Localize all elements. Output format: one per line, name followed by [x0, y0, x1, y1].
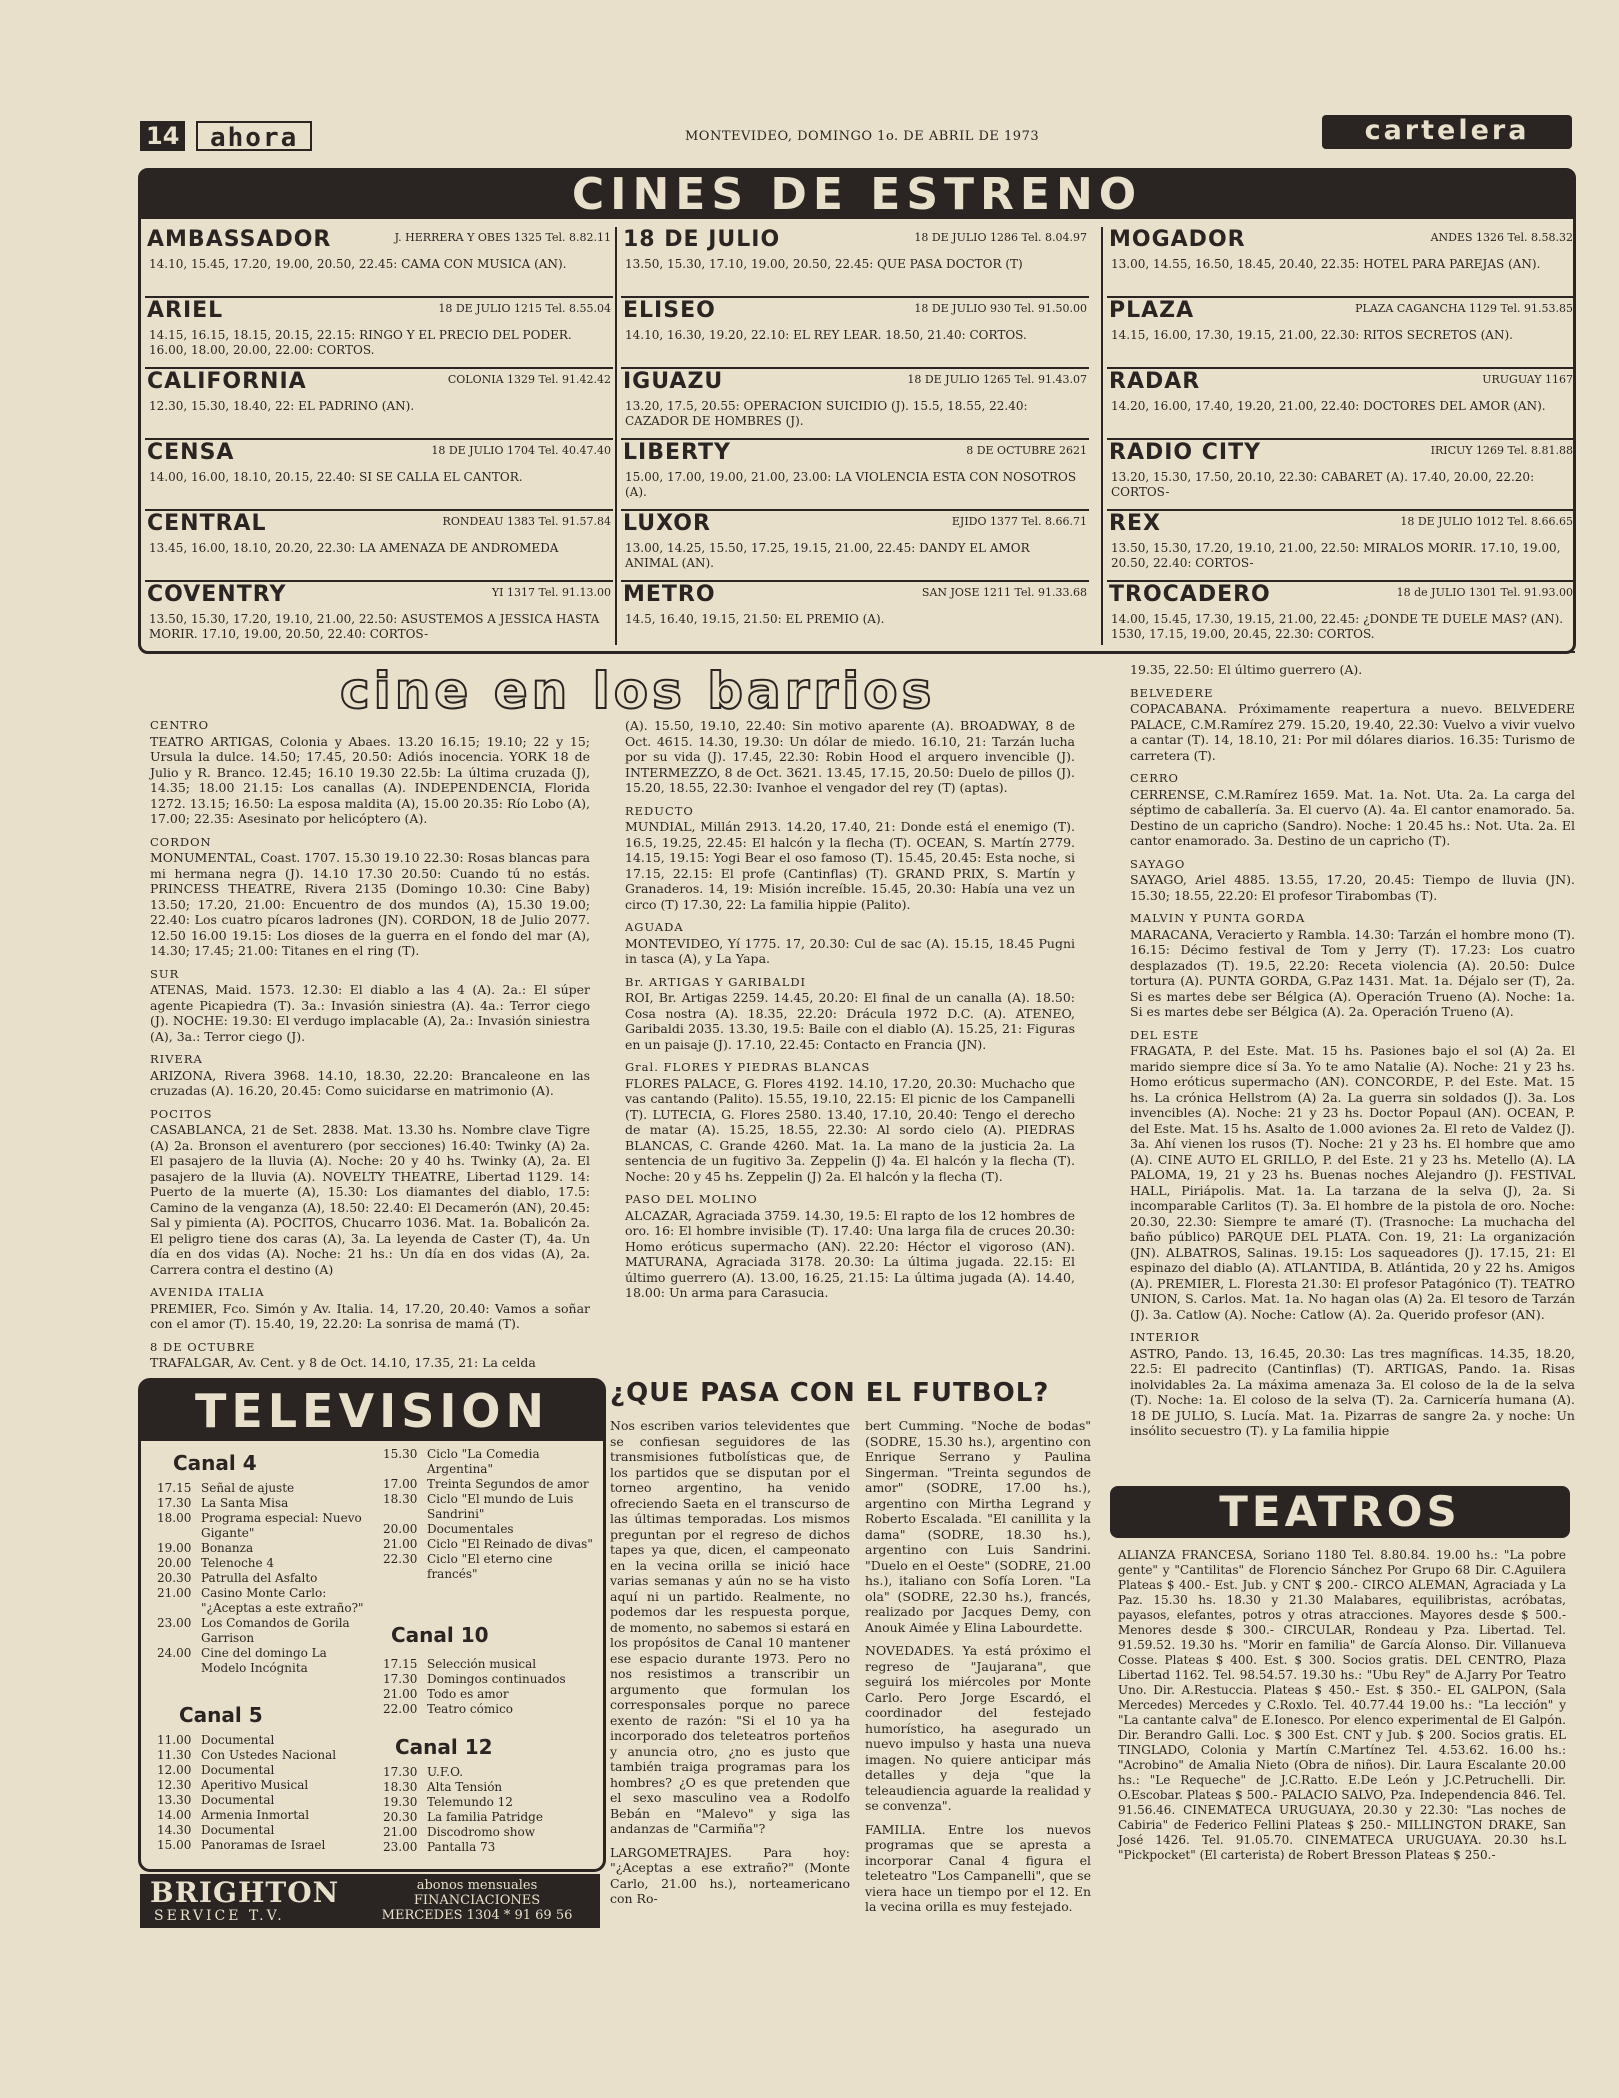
neighborhood-heading: POCITOS	[150, 1106, 213, 1121]
cines-de-estreno-box	[138, 168, 1576, 654]
teatros-text: ALIANZA FRANCESA, Soriano 1180 Tel. 8.80.84. 19.00 hs.: "La pobre gente" y "Cantilitas" de Florencio Sánchez Por Grupo 68 Dir. C.Aguilera Plateas $ 400.- Est. Jub. y CNT $ 200.- CIRCO ALEMAN, Agraciada y La Paz. 15.30 hs. 18.30 y 21.30 Malabares, equilibristas, acróbatas, payasos, elefantes, potros y otras atracciones. Mayores desde $ 500.- Menores desde $ 300.- CIRCULAR, Rondeau y Pza. Libertad. Tel. 91.59.52. 19.30 hs. "Morir en familia" de García Alonso. Dir. Villanueva Cosse. Plateas $ 400. Est. $ 300. Socios gratis. DEL CENTRO, Plaza Libertad 1162. Tel. 98.54.57. 19.30 hs.: "Ubu Rey" de A.Jarry Por Teatro Uno. Dir. A.Restuccia. Plateas $ 450.- Est. $ 350.- EL GALPON, (Sala Mercedes) Mercedes y C.Roxlo. Tel. 40.77.44 19.00 hs.: "La lección" y "La cantante calva" de E.Ionesco. Por elenco experimental de El Galpón. Dir. Berandro Galli. Loc. $ 300 Est. CNT y Jub. $ 200. Socios gratis. EL TINGLADO, Colonia y Martín C.Martínez Tel. 4.53.62. 16.00 hs.: "Acrobino" de Amalia Nieto (Obra de niños). Dir. Laura Escalante 20.00 hs.: "Le Requeche" de J.C.Ratto. E.De León y J.C.Petruchelli. Dir. O.Escobar. Plateas $ 500.- PALACIO SALVO, Pza. Independencia 846. Tel. 91.56.46. CINEMATECA URUGUAYA, 20.30 y 22.30: "Las noches de Cabiria" de Federico Fellini Plateas $ 250.- MILLINGTON DRAKE, San José 1426. Tel. 91.05.70. CINEMATECA URUGUAYA. 20.30 hs.L "Pickpocket" (El carterista) de Robert Bresson Plateas $ 250.-	[1118, 1548, 1566, 1862]
program-time: 15.00	[157, 1838, 192, 1852]
program-time: 17.30	[383, 1765, 418, 1779]
neighborhood-heading: SUR	[150, 966, 180, 981]
dateline: MONTEVIDEO, DOMINGO 1o. DE ABRIL DE 1973	[685, 129, 1040, 144]
page-header	[140, 115, 1580, 155]
cinema-schedule: 13.20, 17.5, 20.55: OPERACION SUICIDIO (J). 15.5, 18.55, 22.40: CAZADOR DE HOMBRES (J).	[625, 399, 1028, 428]
program-title: Discodromo show	[427, 1825, 536, 1839]
cinema-schedule: 14.20, 16.00, 17.40, 19.20, 21.00, 22.40: DOCTORES DEL AMOR (AN).	[1111, 399, 1546, 413]
neighborhood-heading: Gral. FLORES Y PIEDRAS BLANCAS	[625, 1060, 871, 1074]
neighborhood-heading: REDUCTO	[625, 803, 694, 818]
program-row	[383, 1672, 595, 1687]
program-time: 18.30	[383, 1780, 418, 1794]
program-row	[157, 1793, 367, 1808]
program-title: La Santa Misa	[201, 1496, 289, 1510]
program-row	[383, 1840, 595, 1855]
cinema-name: REX	[1109, 511, 1161, 536]
neighborhood-listing: CASABLANCA, 21 de Set. 2838. Mat. 13.30 hs. Nombre clave Tigre (A) 2a. Bronson el aventurero (por secciones) 16.40: Twinky (A) 2a. El pasajero de la lluvia (A). Noche: 20 y 40 hs. Twinky (A), 2a. El pasajero de la lluvia (A). NOVELTY THEATRE, Libertad 1129. 14: Puerto de la muerte (A), 15.30: Los diamantes del diablo, 17.5: Camino de la venganza (A), 18.50: 22.40: El Decamerón (AN), 20.45: Sal y pimienta (A). POCITOS, Chucarro 1036. Mat. 1a. Bobalicón 2a. El peligro tiene dos caras (A), 3a. La leyenda de Caster (T), 4a. Un día en dos vidas (A). Noche: 21 hs.: Un día en dos vidas (A), 2a. Carrera contra el destino (A)	[150, 1122, 590, 1277]
neighborhood-listing: ALCAZAR, Agraciada 3759. 14.30, 19.5: El rapto de los 12 hombres de oro. 16: El hombre invisible (T). 17.40: Una larga fila de cruces 20.30: Homo eróticus supermacho (AN). 22.20: Héctor el vigoroso (AN). MATURANA, Agraciada 3178. 20.30: La última jugada. 22.15: El último guerrero (A). 13.00, 16.25, 21.15: La última jugada (A). 14.40, 18.00: Un arma para Carasucia.	[625, 1207, 1075, 1300]
program-row	[383, 1702, 595, 1717]
neighborhood-listing: COPACABANA. Próximamente reapertura a nuevo. BELVEDERE PALACE, C.M.Ramírez 279. 15.20, 19.40, 22.30: Vuelvo a vivir vuelvo a cantar (T). 14, 18.10, 21: Por mil dólares diarios. 16.35: Turismo de carretera (T).	[1130, 701, 1575, 763]
article-paragraph: FAMILIA. Entre los nuevos programas que se apresta a incorporar Canal 4 figura el teleteatro "Los Campanelli", que se viera hace un tiempo por el 12. En la vecina orilla es muy festejado.	[865, 1821, 1091, 1914]
program-row	[157, 1733, 367, 1748]
program-time: 17.30	[383, 1672, 418, 1686]
program-title: Programa especial: Nuevo Gigante"	[201, 1511, 362, 1540]
futbol-title: ¿QUE PASA CON EL FUTBOL?	[610, 1378, 1050, 1408]
cinema-listing	[621, 440, 1089, 511]
cinema-name: LIBERTY	[623, 440, 731, 465]
program-title: Aperitivo Musical	[201, 1778, 309, 1792]
program-row	[383, 1795, 595, 1810]
channel-heading: Canal 5	[179, 1703, 263, 1727]
cinema-address: COLONIA 1329 Tel. 91.42.42	[447, 373, 611, 386]
program-time: 20.00	[157, 1556, 192, 1570]
program-time: 12.30	[157, 1778, 192, 1792]
program-title: Documentales	[427, 1522, 514, 1536]
program-title: Teatro cómico	[427, 1702, 514, 1716]
cinema-schedule: 12.30, 15.30, 18.40, 22: EL PADRINO (AN).	[149, 399, 415, 413]
barrios-title: cine en los barrios	[340, 662, 936, 720]
neighborhood-listing: CERRENSE, C.M.Ramírez 1659. Mat. 1a. Not. Uta. 2a. La carga del séptimo de caballería. 3a. El cuervo (A). 4a. El cantor enamorado. 5a. Destino de un capricho (Sandro). Noche: 1 20.45 hs.: Not. Uta. 2a. El cantor enamorado. 3a. Destino de un capricho (T).	[1130, 786, 1575, 848]
program-row	[157, 1646, 367, 1676]
cinema-listing	[145, 227, 613, 298]
neighborhood-heading: CORDON	[150, 834, 212, 849]
program-time: 24.00	[157, 1646, 192, 1660]
program-row	[383, 1780, 595, 1795]
cinema-address: 18 DE JULIO 1265 Tel. 91.43.07	[907, 373, 1087, 386]
program-row	[157, 1616, 367, 1646]
cinema-listing	[621, 298, 1089, 369]
neighborhood-listing: ATENAS, Maid. 1573. 12.30: El diablo a las 4 (A). 2a.: El súper agente Picapiedra (T). 3a.: Invasión siniestra (A). 4a.: Terror ciego (J). NOCHE: 19.30: El verdugo implacable (A), 2a.: Invasión siniestra (A), 3a.: Terror ciego (J).	[150, 982, 590, 1044]
program-row	[157, 1496, 367, 1511]
article-paragraph: bert Cumming. "Noche de bodas" (SODRE, 15.30 hs.), argentino con Enrique Serrano y Paulina Singerman. "Treinta segundos de amor" (SODRE, 17.00 hs.), argentino con Mirtha Legrand y Roberto Escalada. "El canillita y la dama" (SODRE, 18.30 hs.), argentino con Luis Sandrini. "Duelo en el Oeste" (SODRE, 21.00 hs.), italiano con Sofía Loren. "La ola" (SODRE, 22.30 hs.), francés, realizado por Jacques Demy, con Anouk Aimée y Elina Labourdette.	[865, 1418, 1091, 1635]
cinema-listing	[1107, 440, 1575, 511]
estreno-title: CINES DE ESTRENO	[141, 171, 1573, 219]
program-time: 21.00	[157, 1586, 192, 1600]
cinema-name: 18 DE JULIO	[623, 227, 781, 252]
neighborhood-heading: CERRO	[1130, 771, 1179, 785]
ad-service: SERVICE T.V.	[154, 1908, 285, 1924]
neighborhood-listing: ROI, Br. Artigas 2259. 14.45, 20.20: El final de un canalla (A). 18.50: Cosa nostra (A). 18.35, 22.20: Drácula 1972 D.C. (A). ATENEO, Garibaldi 2035. 13.30, 19.5: Baile con el diablo (A). 15.25, 21: Figuras en un paisaje (J). 17.10, 22.45: Contacto en Francia (JN).	[625, 990, 1075, 1052]
program-time: 21.00	[383, 1537, 418, 1551]
program-title: Ciclo "El eterno cine francés"	[427, 1552, 553, 1581]
cinema-schedule: 14.15, 16.15, 18.15, 20.15, 22.15: RINGO Y EL PRECIO DEL PODER. 16.00, 18.00, 20.00, 22.00: CORTOS.	[149, 328, 572, 357]
cinema-name: PLAZA	[1109, 298, 1195, 323]
cinema-schedule: 15.00, 17.00, 19.00, 21.00, 23.00: LA VIOLENCIA ESTA CON NOSOTROS (A).	[625, 470, 1077, 499]
neighborhood-listing: SAYAGO, Ariel 4885. 13.55, 17.20, 20.45: Tiempo de lluvia (JN). 15.30; 18.55, 22.20: El profesor Tirabombas (T).	[1130, 872, 1575, 903]
program-row	[157, 1511, 367, 1541]
column-divider	[615, 227, 617, 645]
cinema-address: RONDEAU 1383 Tel. 91.57.84	[442, 515, 611, 528]
cinema-address: ANDES 1326 Tel. 8.58.32	[1430, 231, 1573, 244]
section-name: ahora	[196, 121, 312, 151]
channel-heading: Canal 10	[391, 1623, 489, 1647]
program-row	[157, 1778, 367, 1793]
cinema-name: IGUAZU	[623, 369, 724, 394]
cinema-name: CENTRAL	[147, 511, 267, 536]
program-row	[383, 1810, 595, 1825]
cinema-schedule: 13.45, 16.00, 18.10, 20.20, 22.30: LA AMENAZA DE ANDROMEDA	[149, 541, 559, 555]
estreno-column	[621, 227, 1089, 653]
program-row	[157, 1808, 367, 1823]
ad-brand: BRIGHTON	[150, 1876, 340, 1909]
barrios-column	[150, 710, 590, 1377]
cinema-schedule: 14.10, 16.30, 19.20, 22.10: EL REY LEAR. 18.50, 21.40: CORTOS.	[625, 328, 1027, 342]
cinema-schedule: 14.5, 16.40, 19.15, 21.50: EL PREMIO (A).	[625, 612, 885, 626]
futbol-column	[865, 1418, 1091, 1923]
television-title: TELEVISION	[141, 1381, 603, 1441]
cinema-schedule: 13.50, 15.30, 17.10, 19.00, 20.50, 22.45: QUE PASA DOCTOR (T)	[625, 257, 1023, 271]
cinema-listing	[1107, 227, 1575, 298]
cinema-listing	[145, 582, 613, 653]
program-time: 11.30	[157, 1748, 192, 1762]
program-title: Panoramas de Israel	[201, 1838, 326, 1852]
television-box	[138, 1378, 606, 1872]
program-row	[157, 1541, 367, 1556]
article-paragraph: LARGOMETRAJES. Para hoy: "¿Aceptas a ese extraño?" (Monte Carlo, 21.00 hs.), norteamericano con Ro-	[610, 1844, 850, 1906]
program-title: Ciclo "La Comedia Argentina"	[427, 1447, 540, 1476]
program-row	[383, 1687, 595, 1702]
futbol-column	[610, 1418, 850, 1915]
cinema-address: 18 DE JULIO 1012 Tel. 8.66.65	[1400, 515, 1573, 528]
neighborhood-heading: 8 DE OCTUBRE	[150, 1339, 256, 1354]
program-title: Armenia Inmortal	[201, 1808, 310, 1822]
program-row	[383, 1477, 595, 1492]
program-row	[383, 1825, 595, 1840]
program-time: 15.30	[383, 1447, 418, 1461]
cinema-name: CENSA	[147, 440, 235, 465]
cinema-address: 8 DE OCTUBRE 2621	[966, 444, 1087, 457]
program-time: 21.00	[383, 1825, 418, 1839]
program-title: Con Ustedes Nacional	[201, 1748, 337, 1762]
neighborhood-heading: PASO DEL MOLINO	[625, 1192, 758, 1206]
neighborhood-heading: INTERIOR	[1130, 1330, 1200, 1344]
program-title: Alta Tensión	[427, 1780, 503, 1794]
cinema-name: ELISEO	[623, 298, 716, 323]
cinema-address: IRICUY 1269 Tel. 8.81.88	[1430, 444, 1573, 457]
column-divider	[1101, 227, 1103, 645]
ad-line: FINANCIACIONES	[413, 1893, 541, 1908]
cinema-name: RADAR	[1109, 369, 1201, 394]
cinema-name: CALIFORNIA	[147, 369, 307, 394]
program-row	[157, 1586, 367, 1616]
estreno-column	[1107, 227, 1575, 653]
article-paragraph: Nos escriben varios televidentes que se confiesan seguidores de las transmisiones futbolísticas que, de los partidos que se disputan por el torneo argentino, ha venido ofreciendo Saeta en el transcurso de las últimas temporadas. Los mismos preguntan por el regreso de dichos tapes ya que, dicen, el campeonato en la vecina orilla se inició hace varias semanas y aún no se ha visto aquí ni un partido. Realmente, no podemos dar les respuesta porque, de momento, no sabemos si estará en los propósitos de Canal 10 mantener ese espacio durante 1973. Pero no nos resistimos a transcribir un argumento que formulan los corresponsales porque no parece exento de razón: "Si el 10 ya ha incorporado dos teleteatros porteños y anuncia otro, ¿no es justo que también traiga programas para los hombres? ¿O es que pretenden que el sexo masculino vea a Rodolfo Bebán en "Malevo" y siga las andanzas de "Carmiña"?	[610, 1418, 850, 1836]
program-time: 23.00	[383, 1840, 418, 1854]
program-row	[383, 1552, 595, 1582]
channel-listing	[157, 1733, 367, 1853]
program-title: Documental	[201, 1763, 275, 1777]
barrios-column	[625, 718, 1075, 1307]
channel-heading: Canal 12	[395, 1735, 493, 1759]
cinema-address: 18 DE JULIO 1704 Tel. 40.47.40	[431, 444, 611, 457]
channel-listing	[383, 1447, 595, 1582]
program-time: 23.00	[157, 1616, 192, 1630]
neighborhood-heading: MALVIN Y PUNTA GORDA	[1130, 911, 1306, 925]
cinema-listing	[145, 440, 613, 511]
cinema-name: AMBASSADOR	[147, 227, 332, 252]
cinema-listing	[1107, 298, 1575, 369]
neighborhood-listing: FLORES PALACE, G. Flores 4192. 14.10, 17.20, 20.30: Muchacho que vas cantando (Palito). 15.55, 19.10, 22.15: El picnic de los Campanelli (T). LUTECIA, G. Flores 2580. 13.40, 17.10, 20.40: Tengo el derecho de matar (A). 15.25, 18.55, 22.30: Al sordo cielo (A). PIEDRAS BLANCAS, C. Grande 4260. Mat. 1a. La mano de la justicia 2a. La sentencia de un fugitivo 3a. Zeppelin (J) 4a. El halcón y la flecha (T). Noche: 20 y 45 hs. Zeppelin (J) 2a. El halcón y la flecha (T).	[625, 1075, 1075, 1184]
barrios-column	[1130, 662, 1575, 1445]
channel-listing	[383, 1657, 595, 1717]
program-time: 17.15	[383, 1657, 418, 1671]
cinema-address: SAN JOSE 1211 Tel. 91.33.68	[921, 586, 1087, 599]
cinema-listing	[621, 369, 1089, 440]
cinema-listing	[621, 582, 1089, 653]
estreno-column	[145, 227, 613, 653]
cinema-name: COVENTRY	[147, 582, 287, 607]
cinema-address: PLAZA CAGANCHA 1129 Tel. 91.53.85	[1355, 302, 1573, 315]
neighborhood-heading: RIVERA	[150, 1052, 203, 1066]
cinema-address: URUGUAY 1167	[1482, 373, 1573, 386]
program-time: 22.00	[383, 1702, 418, 1716]
program-time: 21.00	[383, 1687, 418, 1701]
neighborhood-heading: CENTRO	[150, 718, 210, 732]
teatros-title: TEATROS	[1110, 1486, 1570, 1538]
channel-listing	[157, 1481, 367, 1676]
neighborhood-listing: MARACANA, Veracierto y Rambla. 14.30: Tarzán el hombre mono (T). 16.15: Décimo festival de Tom y Jerry (T). 17.23: Los cuatro desplazados (T). 19.5, 22.20: Receta violencia (A). 20.50: Dulce tortura (A). PUNTA GORDA, G.Paz 1431. Mat. 1a. Déjalo ser (T), 2a. Si es martes debe ser Bélgica (A). Operación Trueno (A). Noche: 1a. Si es martes debe ser Bélgica (A). 2a. Operación Trueno (A).	[1130, 926, 1575, 1019]
program-row	[157, 1571, 367, 1586]
program-row	[383, 1657, 595, 1672]
program-time: 17.00	[383, 1477, 418, 1491]
neighborhood-listing: TEATRO ARTIGAS, Colonia y Abaes. 13.20 16.15; 19.10; 22 y 15; Ursula la dulce. 14.50; 17.45, 20.50: Adiós inocencia. YORK 18 de Julio y R. Branco. 12.45; 16.10 19.30 22.5b: La última cruzada (J), 14.35; 18.00 21.15: Los canallas (A). INDEPENDENCIA, Florida 1272. 13.15; 16.50: La esposa maldita (A), 15.00 20.35: Río Lobo (A), 17.00; 22.35: Asesinato por helicóptero (A).	[150, 733, 590, 826]
program-row	[157, 1481, 367, 1496]
program-row	[157, 1763, 367, 1778]
program-time: 17.15	[157, 1481, 192, 1495]
program-time: 20.30	[383, 1810, 418, 1824]
program-title: Ciclo "El mundo de Luis Sandrini"	[427, 1492, 574, 1521]
program-time: 20.00	[383, 1522, 418, 1536]
program-time: 20.30	[157, 1571, 192, 1585]
program-title: Los Comandos de Gorila Garrison	[201, 1616, 350, 1645]
neighborhood-listing: MONUMENTAL, Coast. 1707. 15.30 19.10 22.30: Rosas blancas para mi hermana negra (J). 14.10 17.30 20.50: Cuando tú no estás. PRINCESS THEATRE, Rivera 2135 (Domingo 10.30: Cine Baby) 13.50; 17.20, 21.00: Encuentro de dos mundos (A), 15.30 19.00; 22.40: Los cuatro pícaros ladrones (JN). CORDON, 18 de Julio 2077. 12.50 16.00 19.15: Los dioses de la guerra en el fondo del mar (A), 14.30; 17.45; 21.00: Titanes en el ring (T).	[150, 850, 590, 958]
ad-line: MERCEDES 1304 * 91 69 56	[381, 1908, 573, 1923]
cinema-name: RADIO CITY	[1109, 440, 1262, 465]
neighborhood-heading: SAYAGO	[1130, 856, 1186, 871]
section-tab: cartelera	[1322, 115, 1572, 149]
program-title: Todo es amor	[427, 1687, 509, 1701]
program-title: La familia Patridge	[427, 1810, 543, 1824]
program-time: 19.00	[157, 1541, 192, 1555]
channel-heading: Canal 4	[173, 1451, 257, 1475]
program-title: Treinta Segundos de amor	[427, 1477, 589, 1491]
neighborhood-heading: AGUADA	[625, 920, 684, 934]
cinema-schedule: 13.00, 14.25, 15.50, 17.25, 19.15, 21.00, 22.45: DANDY EL AMOR ANIMAL (AN).	[625, 541, 1030, 570]
program-row	[383, 1537, 595, 1552]
program-title: Selección musical	[427, 1657, 537, 1671]
neighborhood-heading: AVENIDA ITALIA	[150, 1285, 265, 1299]
neighborhood-heading: DEL ESTE	[1130, 1027, 1200, 1042]
neighborhood-listing: PREMIER, Fco. Simón y Av. Italia. 14, 17.20, 20.40: Vamos a soñar con el amor (T). 15.40, 19, 22.20: La sonrisa de mamá (T).	[150, 1300, 590, 1331]
cinema-listing	[1107, 511, 1575, 582]
cinema-schedule: 13.00, 14.55, 16.50, 18.45, 20.40, 22.35: HOTEL PARA PAREJAS (AN).	[1111, 257, 1541, 271]
program-title: Señal de ajuste	[201, 1481, 295, 1495]
cinema-name: TROCADERO	[1109, 582, 1271, 607]
program-row	[157, 1748, 367, 1763]
program-time: 18.00	[157, 1511, 192, 1525]
cinema-address: 18 DE JULIO 1286 Tel. 8.04.97	[914, 231, 1087, 244]
cinema-schedule: 13.50, 15.30, 17.20, 19.10, 21.00, 22.50: MIRALOS MORIR. 17.10, 19.00, 20.50, 22.40: CORTOS-	[1111, 541, 1561, 570]
program-title: Ciclo "El Reinado de divas"	[427, 1537, 593, 1551]
cinema-listing	[621, 227, 1089, 298]
program-row	[157, 1823, 367, 1838]
channel-listing	[383, 1765, 595, 1855]
program-row	[383, 1765, 595, 1780]
article-paragraph: NOVEDADES. Ya está próximo el regreso de "Jaujarana", que seguirá los miércoles por Monte Carlo. Pero Jorge Escardó, el coordinador del festejado humorístico, ha asegurado un nuevo impulso y hasta una nueva imagen. No quiere anticipar más detalles y deja "que la teleaudiencia aguarde la realidad y se convenza".	[865, 1643, 1091, 1813]
cinema-address: 18 DE JULIO 930 Tel. 91.50.00	[914, 302, 1087, 315]
cinema-listing	[621, 511, 1089, 582]
program-title: Telemundo 12	[427, 1795, 513, 1809]
cinema-schedule: 13.50, 15.30, 17.20, 19.10, 21.00, 22.50: ASUSTEMOS A JESSICA HASTA MORIR. 17.10, 19.00, 20.50, 22.40: CORTOS-	[149, 612, 600, 641]
cinema-schedule: 14.00, 16.00, 18.10, 20.15, 22.40: SI SE CALLA EL CANTOR.	[149, 470, 523, 484]
program-title: Casino Monte Carlo: "¿Aceptas a este extraño?"	[201, 1586, 364, 1615]
brighton-ad	[140, 1874, 600, 1928]
program-title: Documental	[201, 1733, 275, 1747]
cinema-address: J. HERRERA Y OBES 1325 Tel. 8.82.11	[394, 231, 611, 244]
cinema-schedule: 14.00, 15.45, 17.30, 19.15, 21.00, 22.45: ¿DONDE TE DUELE MAS? (AN). 1530, 17.15, 19.00, 20.45, 22.30: CORTOS.	[1111, 612, 1564, 641]
neighborhood-listing: (A). 15.50, 19.10, 22.40: Sin motivo aparente (A). BROADWAY, 8 de Oct. 4615. 14.30, 19.30: Un dólar de miedo. 16.10, 21: Tarzán lucha por su vida (J). 17.45, 22.30: Robin Hood el arquero invencible (J). INTERMEZZO, 8 de Oct. 3621. 13.45, 17.15, 20.50: Duelo de pillos (J). 15.20, 18.55, 22.30: Ivanhoe el vengador del rey (T) (aptas).	[625, 718, 1075, 795]
cinema-address: YI 1317 Tel. 91.13.00	[491, 586, 611, 599]
cinema-schedule: 14.15, 16.00, 17.30, 19.15, 21.00, 22.30: RITOS SECRETOS (AN).	[1111, 328, 1513, 342]
program-title: Documental	[201, 1823, 275, 1837]
neighborhood-listing: MONTEVIDEO, Yí 1775. 17, 20.30: Cul de sac (A). 15.15, 18.45 Pugni in tasca (A), y La Yapa.	[625, 935, 1075, 966]
program-row	[383, 1522, 595, 1537]
neighborhood-heading: Br. ARTIGAS Y GARIBALDI	[625, 974, 807, 989]
program-row	[157, 1838, 367, 1853]
cinema-schedule: 13.20, 15.30, 17.50, 20.10, 22.30: CABARET (A). 17.40, 20.00, 22.20: CORTOS-	[1111, 470, 1535, 499]
teatros-column	[1118, 1548, 1566, 1871]
program-time: 14.00	[157, 1808, 192, 1822]
neighborhood-listing: FRAGATA, P. del Este. Mat. 15 hs. Pasiones bajo el sol (A) 2a. El marido siempre dice sí 3a. Yo te amo Natalie (A). Noche: 21 y 23 hs. Homo eróticus supermacho (AN). CONCORDE, P. del Este. Mat. 15 hs. La crónica Hellstrom (A) 2a. La guerra sin soldados (J). 3a. Los invencibles (A). Noche: 21 y 23 hs. Doctor Popaul (AN). OCEAN, P. del Este. Mat. 15 hs. Asalto de 1.000 aviones 2a. El reto de Valdez (J). 3a. Ahí vienen los rusos (T). Noche: 21 y 23 hs. El hombre que amo (A). CINE AUTO EL GRILLO, P. del Este. 21 y 23 hs. Metello (A). LA PALOMA, 19, 21 y 23 hs. Buenas noches Alejandro (J). FESTIVAL HALL, Piriápolis. Mat. 1a. La tarzana de la selva (J), 2a. Si incomparable Carlitos (T). 3a. El hombre de la pistola de oro. Noche: 20.30, 22.30: Siempre te amaré (T). (Trasnoche: La muchacha del baño público) PARQUE DEL PLATA. Con. 19, 21: La organización (JN). ALBATROS, Salinas. 19.15: Los saqueadores (J). 17.15, 21: El espinazo del diablo (A). ATLANTIDA, B. Atlántida, 20 y 22 hs. Amigos (A). PREMIER, L. Floresta 21.30: El profesor Patagónico (T). TEATRO UNION, S. Carlos. Mat. 1a. No hagan olas (A) 2a. El tesoro de Tarzán (J). 3a. Catlow (A). Noche: Catlow (A). 2a. Querido profesor (AN).	[1130, 1043, 1575, 1322]
cinema-listing	[145, 298, 613, 369]
program-title: Telenoche 4	[201, 1556, 275, 1570]
neighborhood-listing: MUNDIAL, Millán 2913. 14.20, 17.40, 21: Donde está el enemigo (T). 16.5, 19.25, 22.45: El halcón y la flecha (T). OCEAN, S. Martín 2779. 14.15, 19.15: Yogi Bear el oso famoso (T). 15.45, 20.45: Esta noche, si 17.15, 22.15: El profe (Cantinflas) (T). GRAND PRIX, S. Martín y Granaderos. 14, 19: Misión increíble. 15.45, 20.30: Había una vez un circo (T) 17.30, 22: La familia hippie (Palito).	[625, 819, 1075, 912]
program-title: Documental	[201, 1793, 275, 1807]
cinema-name: LUXOR	[623, 511, 711, 536]
program-row	[383, 1447, 595, 1477]
program-title: Patrulla del Asfalto	[201, 1571, 318, 1585]
page-number: 14	[140, 121, 185, 151]
ad-line: abonos mensuales	[416, 1878, 538, 1893]
program-time: 17.30	[157, 1496, 192, 1510]
cinema-address: EJIDO 1377 Tel. 8.66.71	[951, 515, 1087, 528]
program-time: 22.30	[383, 1552, 418, 1566]
neighborhood-heading: BELVEDERE	[1130, 685, 1214, 700]
cinema-schedule: 14.10, 15.45, 17.20, 19.00, 20.50, 22.45: CAMA CON MUSICA (AN).	[149, 257, 567, 271]
neighborhood-listing: ARIZONA, Rivera 3968. 14.10, 18.30, 22.20: Brancaleone en las cruzadas (A). 16.20, 20.45: Como suicidarse en matrimonio (A).	[150, 1067, 590, 1098]
program-time: 13.30	[157, 1793, 192, 1807]
program-time: 11.00	[157, 1733, 192, 1747]
program-time: 14.30	[157, 1823, 192, 1837]
cinema-listing	[1107, 369, 1575, 440]
program-time: 12.00	[157, 1763, 192, 1777]
cinema-name: METRO	[623, 582, 716, 607]
neighborhood-listing: ASTRO, Pando. 13, 16.45, 20.30: Las tres magníficas. 14.35, 18.20, 22.5: El padrecito (Cantinflas) (T). ARTIGAS, Pando. 1a. Risas inolvidables 2a. La máxima amenaza 3a. El coloso de la de la selva (T). Noche: 1a. El coloso de la selva (T). 2a. Carnicería humana (A). 18 DE JULIO, S. Lucía. Mat. 1a. Pizarras de sangre 2a. y noche: Un insólito secuestro (T). y La familia hippie	[1130, 1345, 1575, 1438]
program-title: Cine del domingo La Modelo Incógnita	[201, 1646, 327, 1675]
program-title: U.F.O.	[427, 1765, 464, 1779]
program-title: Bonanza	[201, 1541, 254, 1555]
program-row	[157, 1556, 367, 1571]
program-title: Pantalla 73	[427, 1840, 496, 1854]
neighborhood-listing: 19.35, 22.50: El último guerrero (A).	[1130, 662, 1363, 677]
program-time: 19.30	[383, 1795, 418, 1809]
neighborhood-listing: TRAFALGAR, Av. Cent. y 8 de Oct. 14.10, 17.35, 21: La celda	[150, 1355, 536, 1370]
program-row	[383, 1492, 595, 1522]
cinema-listing	[145, 369, 613, 440]
program-title: Domingos continuados	[427, 1672, 566, 1686]
cinema-name: MOGADOR	[1109, 227, 1246, 252]
ad-details	[358, 1878, 596, 1923]
cinema-address: 18 DE JULIO 1215 Tel. 8.55.04	[438, 302, 611, 315]
cinema-listing	[1107, 582, 1575, 653]
program-time: 18.30	[383, 1492, 418, 1506]
cinema-listing	[145, 511, 613, 582]
cinema-address: 18 de JULIO 1301 Tel. 91.93.00	[1396, 586, 1573, 599]
cinema-name: ARIEL	[147, 298, 224, 323]
